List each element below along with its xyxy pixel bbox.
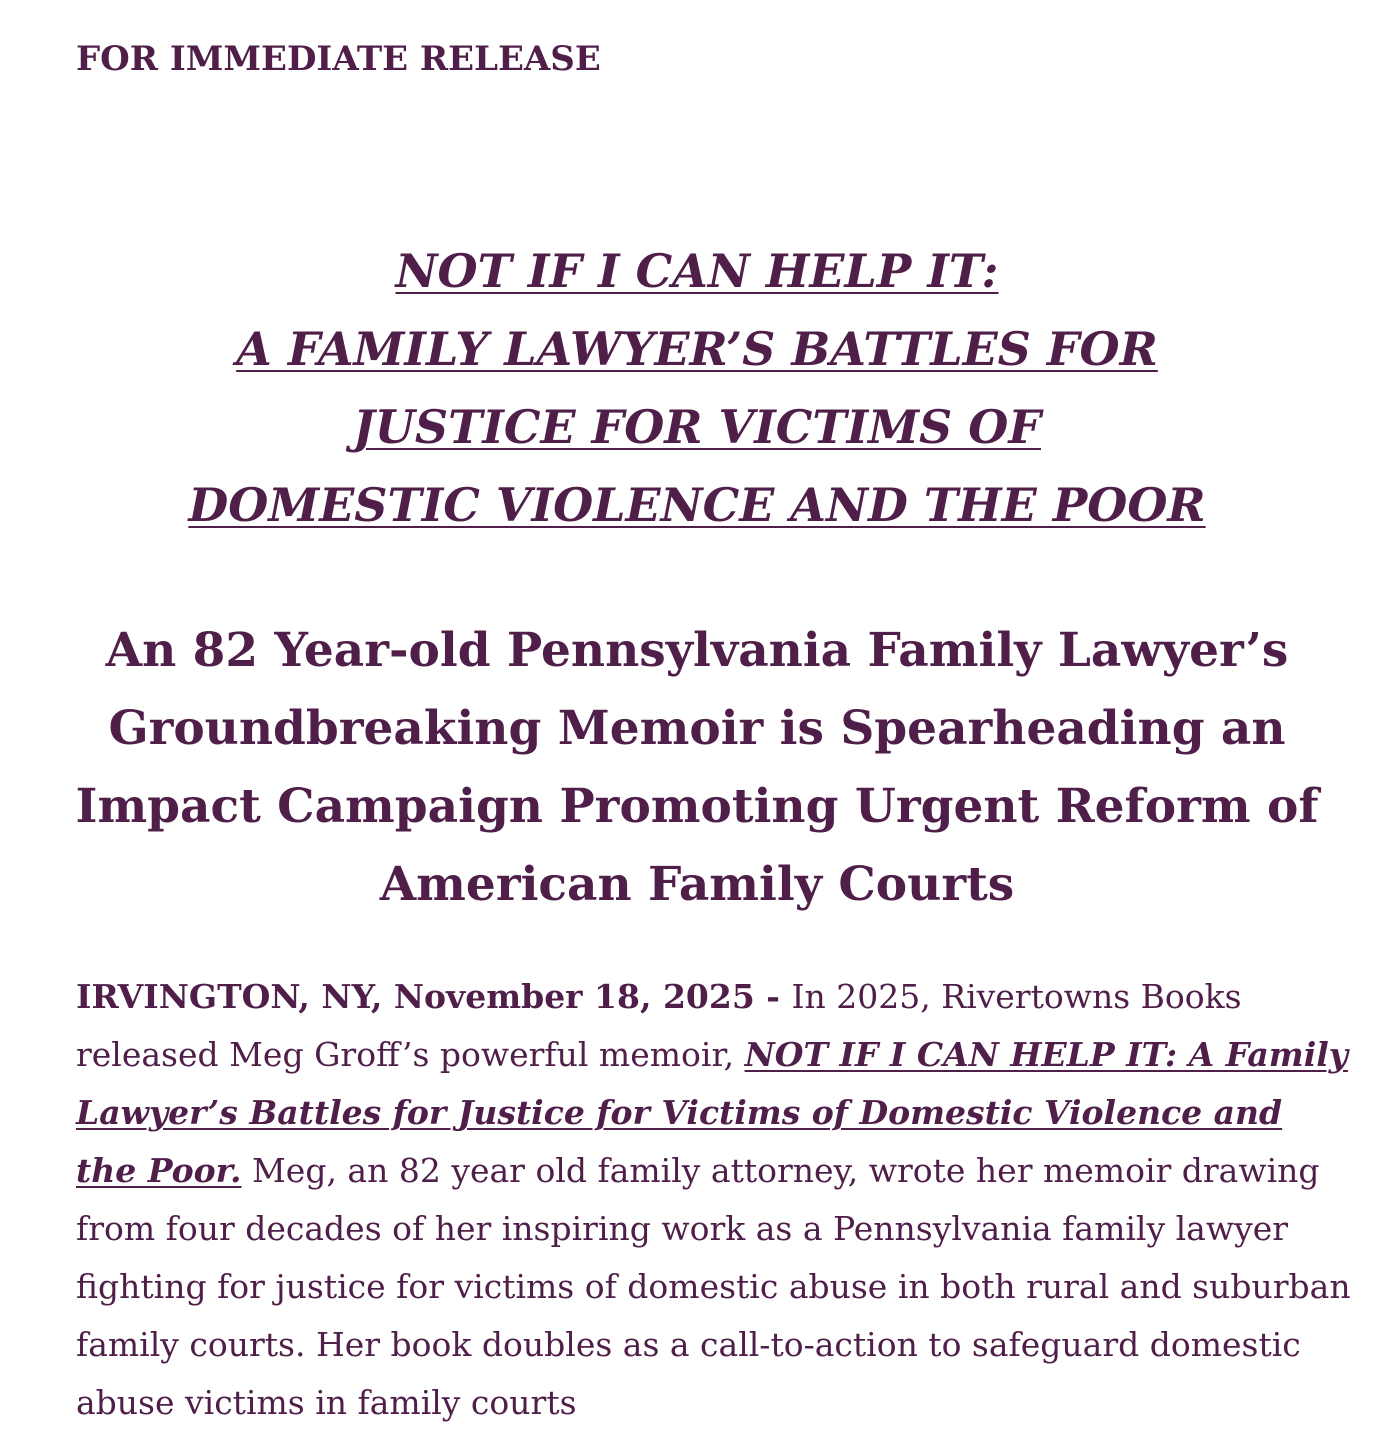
body-line-2 xyxy=(76,1026,1346,1084)
title-line-4: DOMESTIC VIOLENCE AND THE POOR xyxy=(188,478,1206,532)
body-line-5: from four decades of her inspiring work as a Pennsylvania family lawyer xyxy=(76,1209,1289,1248)
title-line-3: JUSTICE FOR VICTIMS OF xyxy=(353,400,1041,454)
body-line-7: family courts. Her book doubles as a call-to-action to safeguard domestic xyxy=(76,1325,1301,1364)
title-line-2: A FAMILY LAWYER’S BATTLES FOR xyxy=(236,322,1158,376)
body-line-6: fighting for justice for victims of domestic abuse in both rural and suburban xyxy=(76,1267,1351,1306)
body-text-segment: Meg, an 82 year old family attorney, wrote her memoir drawing xyxy=(241,1151,1320,1190)
dateline: IRVINGTON, NY, November 18, 2025 - xyxy=(76,977,792,1016)
subheadline-line-2: Groundbreaking Memoir is Spearheading an xyxy=(108,701,1286,756)
book-title xyxy=(0,232,1394,544)
body-line-4 xyxy=(76,1142,1346,1200)
subheadline-line-1: An 82 Year-old Pennsylvania Family Lawyer’s xyxy=(105,623,1289,678)
body-line-8: abuse victims in family courts xyxy=(76,1383,577,1422)
book-title-link[interactable]: Lawyer’s Battles for Justice for Victims of Domestic Violence and xyxy=(76,1093,1283,1132)
book-title-link[interactable]: NOT IF I CAN HELP IT: A Family xyxy=(744,1035,1348,1074)
body-text-segment: released Meg Groff’s powerful memoir, xyxy=(76,1035,745,1074)
release-label: FOR IMMEDIATE RELEASE xyxy=(76,39,601,79)
body-line-1 xyxy=(76,968,1346,1026)
body-line-3 xyxy=(76,1084,1346,1142)
subheadline-line-4: American Family Courts xyxy=(379,857,1015,912)
body-text-segment: In 2025, Rivertowns Books xyxy=(791,977,1242,1016)
subheadline-line-3: Impact Campaign Promoting Urgent Reform of xyxy=(75,779,1319,834)
subheadline xyxy=(0,612,1394,924)
title-line-1: NOT IF I CAN HELP IT: xyxy=(395,244,999,298)
body-paragraph xyxy=(76,968,1351,1432)
book-title-link[interactable]: the Poor. xyxy=(76,1151,242,1190)
